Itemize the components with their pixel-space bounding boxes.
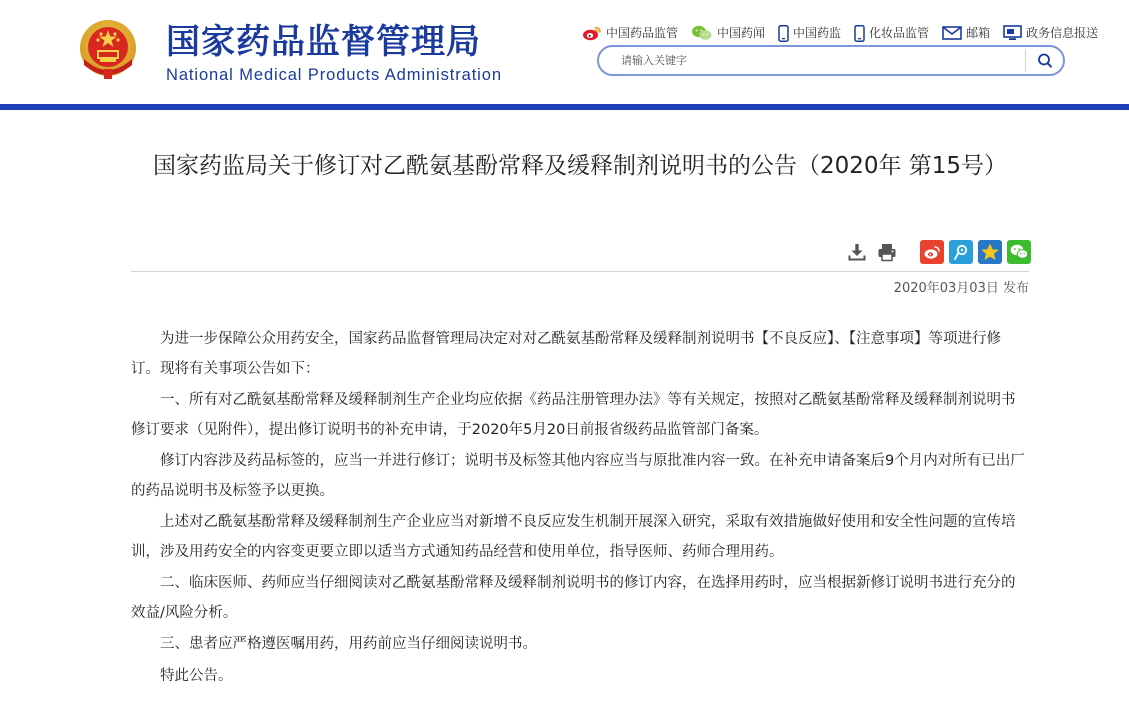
article-toolbar xyxy=(846,240,1031,264)
paragraph-manufacturer-duty: 上述对乙酰氨基酚常释及缓释制剂生产企业应当对新增不良反应发生机制开展深入研究，采取有效措施做好使用和安全性问题的宣传培训，涉及用药安全的内容变更要立即以适当方式通知药品经营和使用单位，指导医师、药师合理用药。 xyxy=(131,514,1016,560)
link-mail-label: 邮箱 xyxy=(966,26,991,40)
link-weibo[interactable] xyxy=(582,22,678,44)
wechat-share-icon xyxy=(1009,243,1029,261)
link-app-nmpa[interactable] xyxy=(778,22,841,44)
search-divider xyxy=(1025,49,1026,72)
search-input[interactable] xyxy=(621,51,1001,70)
paragraph-intro: 为进一步保障公众用药安全，国家药品监督管理局决定对对乙酰氨基酚常释及缓释制剂说明书【不良反应】、【注意事项】等项进行修订。现将有关事项公告如下： xyxy=(131,331,1001,377)
site-header xyxy=(0,0,1129,112)
publish-date: 2020年03月03日 xyxy=(893,281,999,296)
mail-icon xyxy=(942,26,962,40)
link-app-nmpa-label: 中国药监 xyxy=(793,26,842,40)
paragraph-label-revision: 修订内容涉及药品标签的，应当一并进行修订；说明书及标签其他内容应当与原批准内容一致。在补充申请备案后9个月内对所有已出厂的药品说明书及标签予以更换。 xyxy=(131,453,1025,499)
link-weibo-label: 中国药品监管 xyxy=(606,26,679,40)
share-wechat[interactable] xyxy=(1007,240,1031,264)
tencent-weibo-share-icon xyxy=(952,243,970,261)
paragraph-item-3: 三、患者应严格遵医嘱用药，用药前应当仔细阅读说明书。 xyxy=(160,636,537,652)
org-name-en[interactable]: National Medical Products Administration xyxy=(166,66,502,84)
search-box xyxy=(597,45,1065,76)
link-gov-report-label: 政务信息报送 xyxy=(1026,26,1099,40)
download-icon xyxy=(847,242,867,262)
share-tencent-weibo[interactable] xyxy=(949,240,973,264)
search-icon[interactable] xyxy=(1031,49,1059,73)
paragraph-item-1: 一、所有对乙酰氨基酚常释及缓释制剂生产企业均应依据《药品注册管理办法》等有关规定，按照对乙酰氨基酚常释及缓释制剂说明书修订要求（见附件），提出修订说明书的补充申请，于2020年5月20日前报省级药品监管部门备案。 xyxy=(131,392,1016,438)
weibo-share-icon xyxy=(923,244,941,260)
header-divider-bar xyxy=(0,104,1129,110)
weibo-icon xyxy=(582,25,602,41)
title-divider xyxy=(131,271,1029,272)
link-wechat-label: 中国药闻 xyxy=(717,26,766,40)
qzone-share-icon xyxy=(980,242,1000,262)
mobile-icon xyxy=(854,25,865,42)
national-emblem-icon[interactable] xyxy=(78,19,138,81)
link-wechat[interactable] xyxy=(691,22,765,44)
link-gov-report[interactable] xyxy=(1003,22,1098,44)
publish-label: 发布 xyxy=(1002,281,1029,296)
paragraph-item-2: 二、临床医师、药师应当仔细阅读对乙酰氨基酚常释及缓释制剂说明书的修订内容，在选择用药时，应当根据新修订说明书进行充分的效益/风险分析。 xyxy=(131,575,1016,621)
print-button[interactable] xyxy=(876,241,898,263)
article-body xyxy=(131,325,1029,693)
monitor-icon xyxy=(1003,25,1022,41)
share-qzone[interactable] xyxy=(978,240,1002,264)
link-app-cosmetics-label: 化妆品监管 xyxy=(869,26,930,40)
print-icon xyxy=(877,242,897,262)
top-links xyxy=(582,22,1098,44)
share-weibo[interactable] xyxy=(920,240,944,264)
mobile-icon xyxy=(778,25,789,42)
link-app-cosmetics[interactable] xyxy=(854,22,929,44)
wechat-icon xyxy=(691,25,713,41)
article-title: 国家药监局关于修订对乙酰氨基酚常释及缓释制剂说明书的公告（2020年 第15号） xyxy=(152,153,1008,179)
paragraph-closing: 特此公告。 xyxy=(160,667,233,684)
download-button[interactable] xyxy=(846,241,868,263)
link-mail[interactable] xyxy=(942,22,990,44)
publish-info xyxy=(780,280,1029,298)
org-name-cn[interactable]: 国家药品监督管理局 xyxy=(166,22,481,62)
